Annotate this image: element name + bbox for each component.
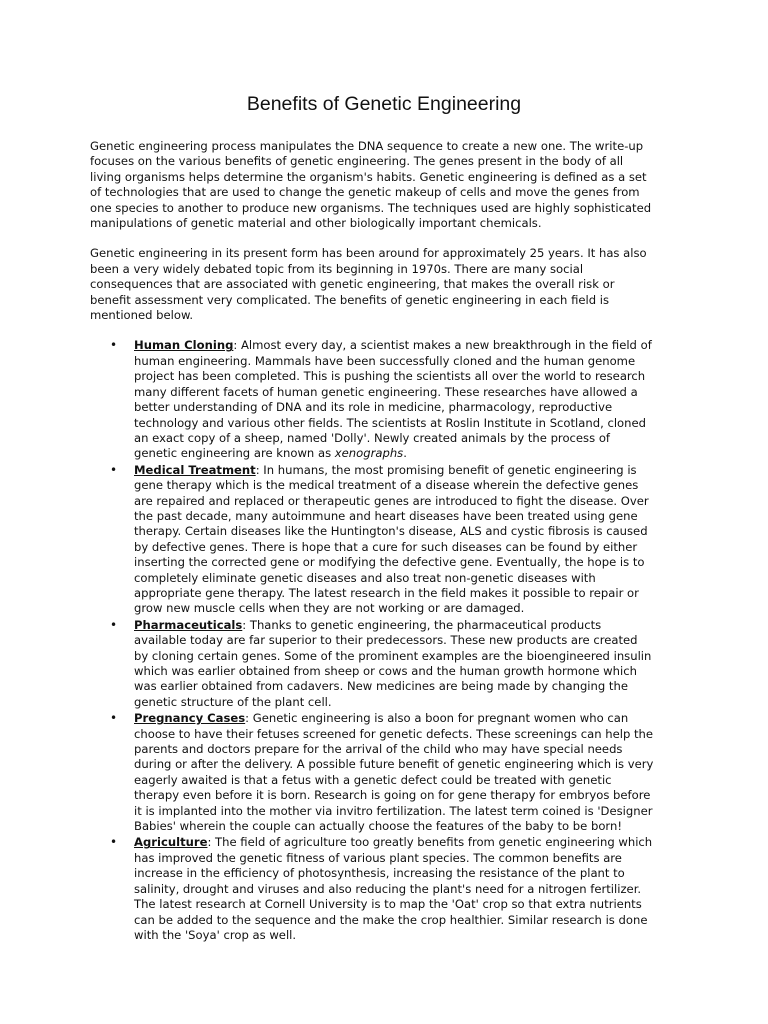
- term-tail: .: [403, 446, 407, 461]
- term-heading: Human Cloning: [134, 338, 234, 353]
- term-text: : In humans, the most promising benefit of genetic engineering is gene therapy which is the medical treatment of a disease wherein the defective genes are repaired and replaced or therapeutic genes are introduced to fight the disease. Over the past decade, many autoimmune and heart diseases have been treated using gene therapy. Certain diseases like the Huntington's disease, ALS and cystic fibrosis is caused by defective genes. There is hope that a cure for such diseases can be found by either inserting the corrected gene or modifying the defective gene. Eventually, the hope is to completely eliminate genetic diseases and also treat non-genetic diseases with appropriate gene therapy. The latest research in the field makes it possible to repair or grow new muscle cells when they are not working or are damaged.: [134, 462, 649, 616]
- bullet-marker: •: [110, 462, 118, 477]
- bullet-marker: •: [110, 835, 118, 850]
- term-heading: Pregnancy Cases: [134, 711, 246, 726]
- bullet-marker: •: [110, 338, 118, 353]
- term-text: : Almost every day, a scientist makes a new breakthrough in the field of human engineering. Mammals have been successfully cloned and the human genome project has been completed. This is pushing the scientists all over the world to research many different facets of human genetic engineering. These researches have allowed a better understanding of DNA and its role in medicine, pharmacology, reproductive technology and various other fields. The scientists at Roslin Institute in Scotland, cloned an exact copy of a sheep, named 'Dolly'. Newly created animals by the process of genetic engineering are known as: [134, 338, 652, 461]
- term-heading: Agriculture: [134, 835, 208, 850]
- history-paragraph: Genetic engineering in its present form has been around for approximately 25 years. It has also been a very widely debated topic from its beginning in 1970s. There are many social consequences that are associated with genetic engineering, that makes the overall risk or benefit assessment very complicated. The benefits of genetic engineering in each field is mentioned below.: [90, 246, 647, 323]
- term-heading: Pharmaceuticals: [134, 617, 243, 632]
- intro-paragraph: Genetic engineering process manipulates the DNA sequence to create a new one. The write-up focuses on the various benefits of genetic engineering. The genes present in the body of all living organisms helps determine the organism's habits. Genetic engineering is defined as a set of technologies that are used to change the genetic makeup of cells and move the genes from one species to another to produce new organisms. The techniques used are highly sophisticated manipulations of genetic material and other biologically important chemicals.: [90, 139, 652, 231]
- benefits-list: [90, 338, 655, 943]
- term-text: : Thanks to genetic engineering, the pharmaceutical products available today are far superior to their predecessors. These new products are created by cloning certain genes. Some of the prominent examples are the bioengineered insulin which was earlier obtained from sheep or cows and the human growth hormone which was earlier obtained from cadavers. New medicines are being made by changing the genetic structure of the plant cell.: [134, 617, 652, 709]
- term-emphasis: xenographs: [334, 446, 404, 461]
- bullet-marker: •: [110, 711, 118, 726]
- list-item-human-cloning: [90, 338, 655, 461]
- list-item-pregnancy-cases: [90, 711, 655, 834]
- list-item-medical-treatment: [90, 463, 655, 617]
- document-title: Benefits of Genetic Engineering: [246, 93, 522, 115]
- term-text: : Genetic engineering is also a boon for pregnant women who can choose to have their fetuses screened for genetic defects. These screenings can help the parents and doctors prepare for the arrival of the child who may have special needs during or after the delivery. A possible future benefit of genetic engineering which is very eagerly awaited is that a fetus with a genetic defect could be treated with genetic therapy even before it is born. Research is going on for gene therapy for embryos before it is implanted into the mother via invitro fertilization. The latest term coined is 'Designer Babies' wherein the couple can actually choose the features of the baby to be born!: [134, 711, 654, 834]
- term-text: : The field of agriculture too greatly benefits from genetic engineering which has improved the genetic fitness of various plant species. The common benefits are increase in the efficiency of photosynthesis, increasing the resistance of the plant to salinity, drought and viruses and also reducing the plant's need for a nitrogen fertilizer. The latest research at Cornell University is to map the 'Oat' crop so that extra nutrients can be added to the sequence and the make the crop healthier. Similar research is done with the 'Soya' crop as well.: [134, 835, 653, 942]
- bullet-marker: •: [110, 617, 118, 632]
- document-body: [90, 139, 655, 944]
- list-item-agriculture: [90, 835, 655, 943]
- term-heading: Medical Treatment: [134, 462, 256, 477]
- list-item-pharmaceuticals: [90, 618, 655, 710]
